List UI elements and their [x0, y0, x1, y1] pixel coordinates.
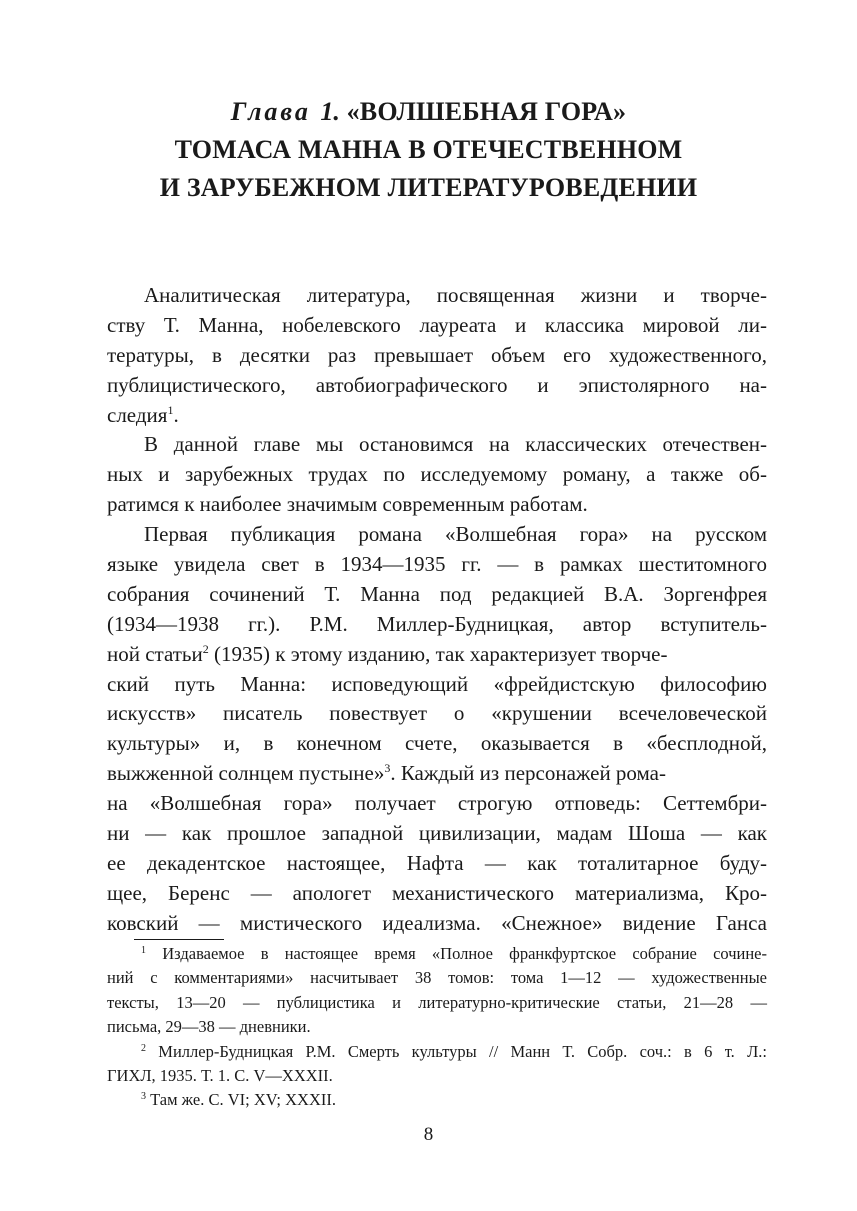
footnote-ref: 1 [167, 402, 174, 417]
text-line: искусств» писатель повествует о «крушении всечеловеческой [107, 701, 767, 726]
footnote-ref: 2 [202, 641, 209, 656]
footnote-number: 3 [141, 1091, 146, 1103]
text-line: ни — как прошлое западной цивилизации, мадам Шоша — как [107, 821, 767, 846]
footnotes [107, 942, 767, 1113]
footnote-line: $^1$ Издаваемое в настоящее время «Полное франкфуртское собрание сочине- [141, 944, 767, 963]
footnote-line: ний с комментариями» насчитывает 38 томов: тома 1—12 — художественные [107, 968, 767, 988]
text-line: ству Т. Манна, нобелевского лауреата и классика мировой ли- [107, 312, 767, 337]
text-line: Аналитическая литература, посвященная жизни и творче- [144, 283, 767, 307]
text-line: языке увидела свет в 1934—1935 гг. — в рамках шеститомного [107, 552, 767, 577]
chapter-heading [90, 93, 767, 207]
text-line: (1934—1938 гг.). Р.М. Миллер-Будницкая, автор вступитель- [107, 611, 767, 636]
footnote-line: тексты, 13—20 — публицистика и литературно-критические статьи, 21—28 — [107, 992, 767, 1012]
footnote-number: 2 [141, 1042, 146, 1054]
chapter-heading-line-3: И ЗАРУБЕЖНОМ ЛИТЕРАТУРОВЕДЕНИИ [159, 173, 698, 202]
text-line: ский путь Манна: исповедующий «фрейдистскую философию [107, 671, 767, 696]
chapter-heading-line-1 [90, 93, 767, 131]
text-line: ковский — мистического идеализма. «Снежное» видение Ганса [107, 910, 767, 935]
footnote-line: $^3$ Там же. С. VI; XV; XXXII. [141, 1090, 336, 1110]
footnote-line: письма, 29—38 — дневники. [107, 1017, 311, 1037]
text-line: В данной главе мы остановимся на классических отечествен- [144, 432, 767, 457]
text-line: собрания сочинений Т. Манна под редакцией В.А. Зоргенфрея [107, 581, 767, 606]
footnote-number: 1 [141, 945, 146, 956]
chapter-label: Глава 1. [230, 97, 340, 126]
text-line: ее декадентское настоящее, Нафта — как тоталитарное буду- [107, 850, 767, 875]
text-line: на «Волшебная гора» получает строгую отповедь: Сеттембри- [107, 791, 767, 816]
text-line: ных и зарубежных трудах по исследуемому роману, а также об- [107, 462, 767, 487]
footnote-divider [134, 939, 224, 940]
footnote-line: ГИХЛ, 1935. Т. 1. С. V—XXXII. [107, 1065, 333, 1085]
text-line: Первая публикация романа «Волшебная гора» на русском [144, 522, 767, 547]
text-line: публицистического, автобиографического и эпистолярного на- [107, 372, 767, 397]
text-line: тературы, в десятки раз превышает объем его художественного, [107, 342, 767, 367]
page-number: 8 [423, 1124, 434, 1145]
footnote-line: $^2$ Миллер-Будницкая Р.М. Смерть культуры // Манн Т. Собр. соч.: в 6 т. Л.: [141, 1041, 767, 1061]
text-line: следия$^1$. [107, 402, 179, 427]
footnote-ref: 3 [384, 761, 391, 776]
text-line: ной статьи$^2$ (1935) к этому изданию, так характеризует творче- [107, 641, 668, 666]
text-line: щее, Беренс — апологет механистического материализма, Кро- [107, 880, 767, 905]
text-line: выжженной солнцем пустыне»$^3$. Каждый из персонажей рома- [107, 761, 666, 786]
chapter-title-part-1: «ВОЛШЕБНАЯ ГОРА» [346, 97, 627, 126]
text-line: культуры» и, в конечном счете, оказывается в «бесплодной, [107, 731, 767, 756]
main-text [107, 281, 767, 939]
text-line: ратимся к наиболее значимым современным работам. [107, 492, 588, 517]
chapter-heading-line-2: ТОМАСА МАННА В ОТЕЧЕСТВЕННОМ [174, 135, 683, 164]
